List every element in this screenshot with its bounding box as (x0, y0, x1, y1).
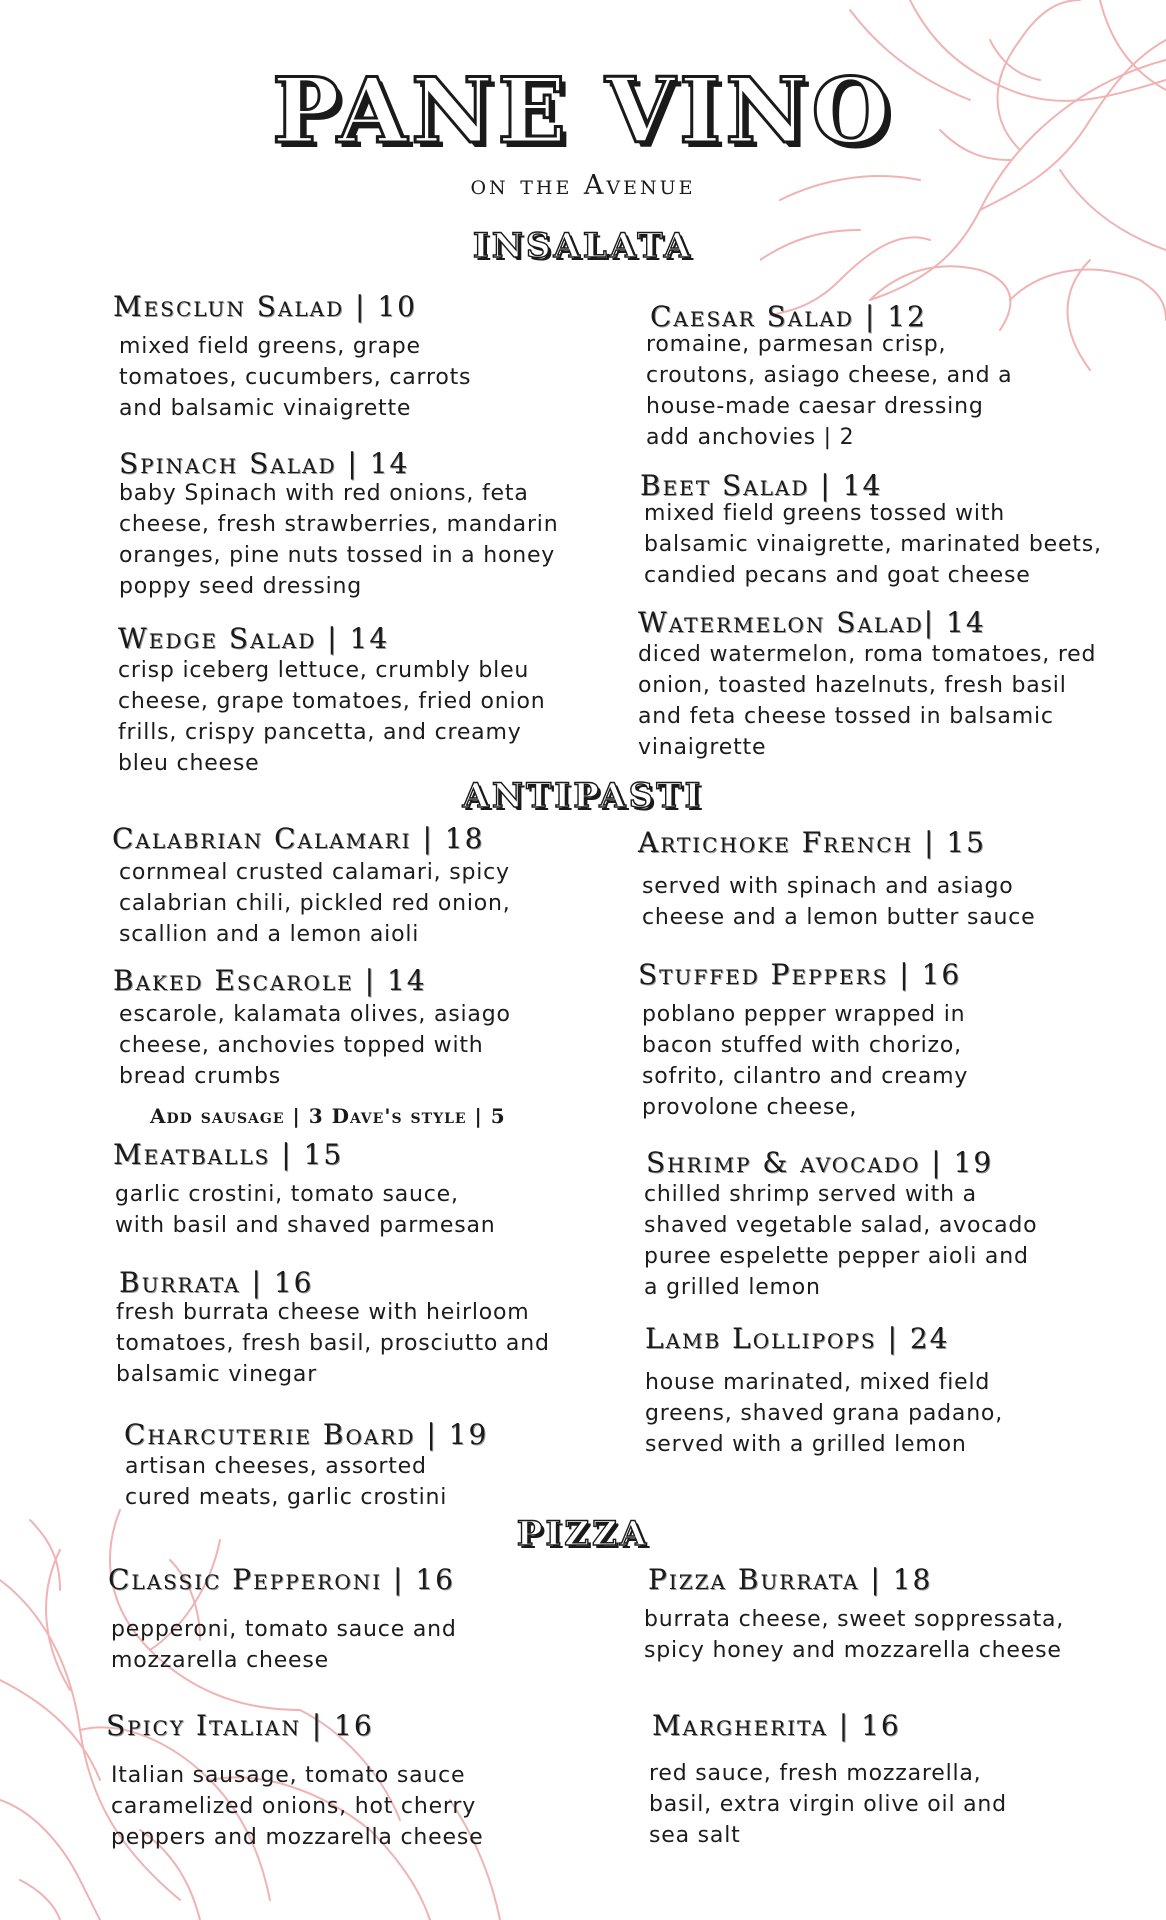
item-name: Lamb Lollipops | 24 (645, 1322, 950, 1355)
item-name: Pizza Burrata | 18 (648, 1563, 933, 1596)
item-description: artisan cheeses, assorted cured meats, garlic crostini (125, 1454, 448, 1510)
menu-item (108, 1563, 457, 1676)
item-description: diced watermelon, roma tomatoes, red onion, toasted hazelnuts, fresh basil and feta cheese tossed in balsamic vinaigrette (638, 642, 1097, 760)
item-description: chilled shrimp served with a shaved vegetable salad, avocado puree espelette pepper aioli and a grilled lemon (644, 1182, 1038, 1300)
menu-item (113, 964, 511, 1092)
item-description: mixed field greens tossed with balsamic vinaigrette, marinated beets, candied pecans and goat cheese (644, 501, 1102, 588)
item-name: Charcuterie Board | 19 (124, 1418, 489, 1451)
menu-item (113, 1138, 496, 1241)
item-description: burrata cheese, sweet soppressata, spicy honey and mozzarella cheese (644, 1607, 1065, 1663)
menu-item (645, 1322, 1003, 1460)
menu-item (640, 469, 1102, 591)
restaurant-tagline: on the Avenue (470, 170, 696, 201)
item-description: pepperoni, tomato sauce and mozzarella cheese (111, 1617, 457, 1673)
item-name: Meatballs | 15 (113, 1138, 344, 1171)
item-name: Mesclun Salad | 10 (113, 290, 417, 323)
menu-item (649, 1709, 1007, 1851)
menu-item (124, 1418, 488, 1513)
menu-item (106, 1709, 483, 1853)
menu-item (644, 1563, 1065, 1666)
menu-item (116, 1266, 550, 1390)
item-name: Calabrian Calamari | 18 (112, 822, 485, 855)
section-title-insalata: INSALATA (472, 226, 694, 266)
item-description: fresh burrata cheese with heirloom tomatoes, fresh basil, prosciutto and balsamic vinegar (116, 1300, 550, 1387)
item-description: house marinated, mixed field greens, shaved grana padano, served with a grilled lemon (645, 1370, 1003, 1457)
menu-item (638, 958, 968, 1123)
section-title-pizza: PIZZA (516, 1514, 650, 1554)
item-description: mixed field greens, grape tomatoes, cucumbers, carrots and balsamic vinaigrette (119, 334, 472, 421)
menu-item (118, 622, 545, 779)
menu-item (638, 826, 1035, 933)
item-description: red sauce, fresh mozzarella, basil, extra virgin olive oil and sea salt (649, 1761, 1007, 1848)
item-name: Wedge Salad | 14 (118, 622, 390, 655)
item-name: Burrata | 16 (119, 1266, 314, 1299)
item-name: Shrimp & avocado | 19 (646, 1146, 994, 1179)
item-name: Classic Pepperoni | 16 (108, 1563, 455, 1596)
item-description: garlic crostini, tomato sauce, with basil and shaved parmesan (115, 1182, 496, 1238)
menu-item (646, 300, 1013, 453)
item-name: Caesar Salad | 12 (650, 300, 927, 333)
item-description: crisp iceberg lettuce, crumbly bleu cheese, grape tomatoes, fried onion frills, crispy pancetta, and creamy bleu cheese (118, 658, 546, 776)
item-name: Baked Escarole | 14 (113, 964, 427, 997)
item-name: Stuffed Peppers | 16 (638, 958, 962, 991)
item-description: escarole, kalamata olives, asiago cheese, anchovies topped with bread crumbs (119, 1002, 511, 1089)
item-addon-note: Add sausage | 3 Dave's style | 5 (150, 1104, 506, 1128)
item-description: baby Spinach with red onions, feta cheese, fresh strawberries, mandarin oranges, pine nuts tossed in a honey poppy seed dressing (119, 481, 559, 599)
restaurant-name: PANE VINO (272, 58, 894, 164)
item-name: Spinach Salad | 14 (119, 447, 410, 480)
item-description: Italian sausage, tomato sauce caramelized onions, hot cherry peppers and mozzarella cheese (111, 1763, 484, 1850)
item-description: romaine, parmesan crisp, croutons, asiago cheese, and a house-made caesar dressing add anchovies | 2 (646, 332, 1013, 450)
section-title-antipasti: ANTIPASTI (462, 776, 704, 816)
menu-item (112, 822, 511, 950)
menu-item (113, 290, 471, 424)
menu-item (646, 1146, 1037, 1303)
item-description: cornmeal crusted calamari, spicy calabrian chili, pickled red onion, scallion and a lemon aioli (119, 860, 511, 947)
item-name: Spicy Italian | 16 (106, 1709, 374, 1742)
item-name: Watermelon Salad| 14 (638, 606, 986, 639)
item-name: Margherita | 16 (652, 1709, 901, 1742)
item-description: served with spinach and asiago cheese and a lemon butter sauce (642, 874, 1036, 930)
item-name: Beet Salad | 14 (640, 469, 883, 502)
menu-item (638, 606, 1096, 763)
menu-item (119, 447, 558, 602)
item-name: Artichoke French | 15 (638, 826, 986, 859)
item-description: poblano pepper wrapped in bacon stuffed with chorizo, sofrito, cilantro and creamy provolone cheese, (642, 1002, 969, 1120)
